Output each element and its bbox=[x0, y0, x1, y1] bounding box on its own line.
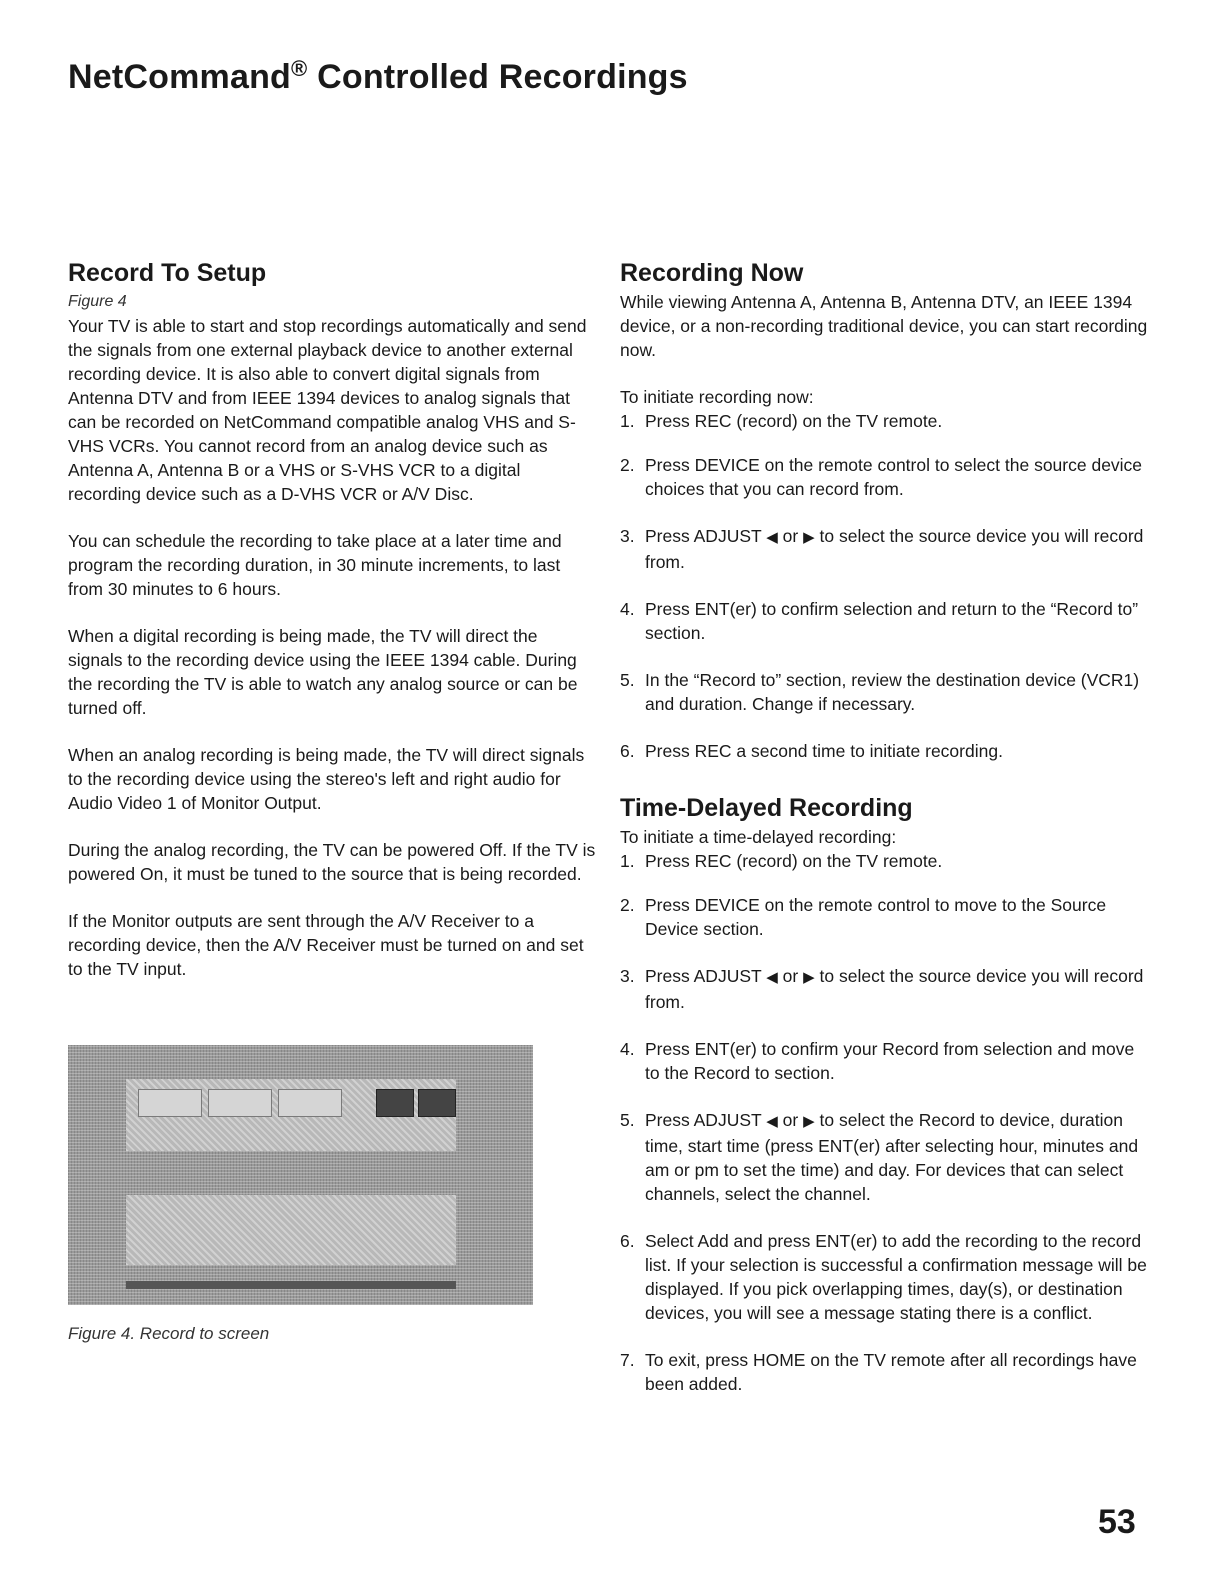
screen-tab bbox=[138, 1089, 202, 1117]
paragraph: If the Monitor outputs are sent through the A/V Receiver to a recording device, then the A/V Receiver must be turned on and set to the TV input. bbox=[68, 911, 584, 979]
right-column bbox=[620, 256, 1150, 1419]
registered-mark: ® bbox=[291, 56, 308, 81]
left-column bbox=[68, 256, 596, 1004]
list-item: 1. Press REC (record) on the TV remote. bbox=[620, 411, 943, 431]
list-item: 4. Press ENT(er) to confirm your Record from selection and move to the Record to section. bbox=[620, 1039, 1135, 1083]
list-item: 5. In the “Record to” section, review the destination device (VCR1) and duration. Change if necessary. bbox=[620, 670, 1140, 714]
screen-list-band bbox=[126, 1195, 456, 1265]
left-arrow-icon: ◀ bbox=[766, 969, 778, 986]
screen-tab bbox=[278, 1089, 342, 1117]
paragraph: When a digital recording is being made, the TV will direct the signals to the recording device using the IEEE 1394 cable. During the recording the TV is able to watch any analog source or can be turned off. bbox=[68, 626, 578, 718]
list-item: 6. Press REC a second time to initiate recording. bbox=[620, 741, 1003, 761]
record-to-setup-heading: Record To Setup bbox=[68, 259, 267, 287]
list-item: 6. Select Add and press ENT(er) to add the recording to the record list. If your selection is successful a confirmation message will be displayed. If you pick overlapping times, day(s), or destination devices, you will see a message stating there is a conflict. bbox=[620, 1231, 1147, 1323]
steps-lead: To initiate a time-delayed recording: bbox=[620, 827, 897, 847]
screen-tab bbox=[208, 1089, 272, 1117]
list-item: 4. Press ENT(er) to confirm selection and return to the “Record to” section. bbox=[620, 599, 1139, 643]
record-to-screen-image bbox=[68, 1045, 533, 1305]
figure-reference: Figure 4 bbox=[68, 293, 127, 310]
steps-lead: To initiate recording now: bbox=[620, 387, 814, 407]
list-item: 3. Press ADJUST ◀ or ▶ to select the source device you will record from. bbox=[620, 526, 1144, 572]
left-arrow-icon: ◀ bbox=[766, 1113, 778, 1130]
page-number: 53 bbox=[1098, 1503, 1136, 1541]
list-item: 3. Press ADJUST ◀ or ▶ to select the source device you will record from. bbox=[620, 966, 1144, 1012]
screen-button bbox=[376, 1089, 414, 1117]
list-item: 2. Press DEVICE on the remote control to select the source device choices that you can record from. bbox=[620, 455, 1143, 499]
list-item: 7. To exit, press HOME on the TV remote after all recordings have been added. bbox=[620, 1350, 1137, 1394]
title-text: NetCommand bbox=[68, 58, 292, 96]
time-delayed-steps bbox=[620, 849, 1150, 1396]
list-item: 5. Press ADJUST ◀ or ▶ to select the Record to device, duration time, start time (press ENT(er) after selecting hour, minutes and am or pm to set the time) and day. For devices that can select channels, select the channel. bbox=[620, 1110, 1139, 1204]
recording-now-steps bbox=[620, 409, 1150, 763]
page-title bbox=[68, 56, 688, 97]
figure-caption: Figure 4. Record to screen bbox=[68, 1324, 270, 1343]
right-arrow-icon: ▶ bbox=[803, 969, 815, 986]
paragraph: Your TV is able to start and stop recordings automatically and send the signals from one external playback device to another external recording device. It is also able to convert digital signals from Antenna DTV and from IEEE 1394 devices to analog signals that can be recorded on NetCommand compatible analog VHS and S-VHS VCRs. You cannot record from an analog device such as Antenna A, Antenna B or a VHS or S-VHS VCR to a digital recording device such as a D-VHS VCR or A/V Disc. bbox=[68, 316, 587, 504]
screen-status-bar bbox=[126, 1281, 456, 1289]
left-arrow-icon: ◀ bbox=[766, 529, 778, 546]
recording-now-heading: Recording Now bbox=[620, 259, 804, 287]
right-arrow-icon: ▶ bbox=[803, 529, 815, 546]
paragraph: You can schedule the recording to take place at a later time and program the recording duration, in 30 minute increments, to last from 30 minutes to 6 hours. bbox=[68, 531, 562, 599]
list-item: 2. Press DEVICE on the remote control to move to the Source Device section. bbox=[620, 895, 1107, 939]
time-delayed-heading: Time-Delayed Recording bbox=[620, 794, 913, 822]
paragraph: When an analog recording is being made, the TV will direct signals to the recording device using the stereo's left and right audio for Audio Video 1 of Monitor Output. bbox=[68, 745, 585, 813]
paragraph: During the analog recording, the TV can be powered Off. If the TV is powered On, it must be tuned to the source that is being recorded. bbox=[68, 840, 596, 884]
paragraph: While viewing Antenna A, Antenna B, Antenna DTV, an IEEE 1394 device, or a non-recording traditional device, you can start recording now. bbox=[620, 292, 1148, 360]
list-item: 1. Press REC (record) on the TV remote. bbox=[620, 851, 943, 871]
title-text-rest: Controlled Recordings bbox=[307, 58, 688, 96]
right-arrow-icon: ▶ bbox=[803, 1113, 815, 1130]
screen-button bbox=[418, 1089, 456, 1117]
